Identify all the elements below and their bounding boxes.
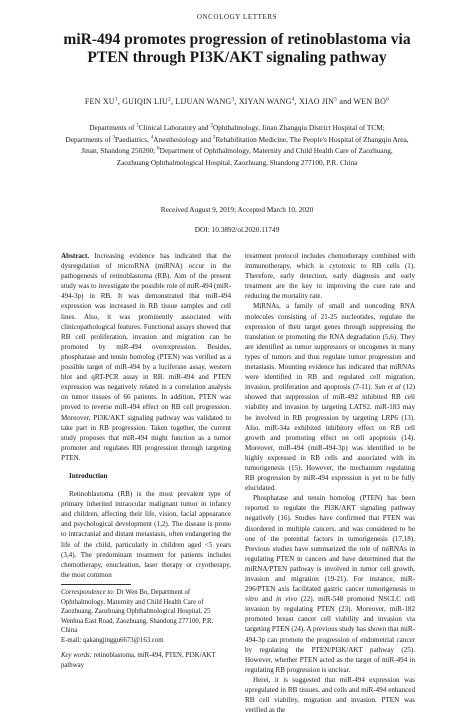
author-list	[0, 97, 474, 106]
author-name: WEN BO	[353, 97, 387, 106]
correspondence-label: Correspondence to:	[61, 588, 115, 596]
author-name: GUIQIN LIU	[122, 97, 168, 106]
footnote-divider	[61, 584, 131, 585]
author-name: XIYAN WANG	[238, 97, 292, 106]
keywords	[61, 651, 231, 670]
author-name: FEN XU	[84, 97, 115, 106]
author-affiliation-marker: 5	[334, 96, 338, 103]
author-affiliation-marker: 1	[114, 96, 118, 103]
author-affiliation-marker: 6	[386, 96, 390, 103]
author-affiliation-marker: 2	[167, 96, 171, 103]
left-column	[61, 251, 231, 671]
journal-header: ONCOLOGY LETTERS	[196, 13, 278, 21]
keywords-text: retinoblastoma, miR-494, PTEN, PI3K/AKT pathway	[61, 652, 216, 670]
title-line-2: PTEN through PI3K/AKT signaling pathway	[87, 49, 387, 66]
author-and: and	[337, 97, 354, 106]
right-paragraph-2: MiRNAs, a family of small and noncoding RNA molecules consisting of 21-25 nucleotides, regulate the expression of their target genes through suppressing the translation or promoting the RNA degradation (5,6). They are identified as tumor suppressors or oncogenes in many types of tumors and thus regulate tumor progression and metastasis. Mounting evidence has indicated that miRNAs were identified in RB and regulated cell migration, invasion, proliferation and apoptosis (7-11). Sun et al (12) showed that suppression of miR-492 inhibited RB cell viability and invasion by targeting LATS2. miR-183 may be involved in RB progression by targeting LRP6 (13). Also, miR-34a exhibited inhibitory effect on RB cell growth and promoting effect on cell apoptosis (14). Moreover, miR-494 (miR-494-3p) was identified to be highly expressed in RB cells and associated with its tumorigenesis (15). However, the mechanism regulating RB progression by miR-494 expression is yet to be fully elucidated.	[245, 302, 416, 493]
right-paragraph-4: Herei, it is suggested that miR-494 expression was upregulated in RB tissues, and cells and miR-494 enhanced RB cell viability, migration and invasion. PTEN was verified as the	[245, 675, 415, 715]
intro-paragraph: Retinoblastoma (RB) is the most prevalent type of primary inherited intraocular malignant tumor in infancy and children, affecting their life, vision, facial appearance and psychological development (1,2). The disease is prone to intracranial and distant metastasis, often endangering the life of the child, particularly in children aged <5 years (3,4). The predominant treatment for patients includes chemotherapy, enucleation, laser therapy or cryotherapy, the most common	[61, 490, 231, 579]
right-column	[245, 251, 415, 715]
abstract	[61, 251, 231, 463]
author-affiliation-marker: 3	[231, 96, 235, 103]
author-separator: ,	[234, 97, 239, 106]
correspondence	[61, 588, 231, 636]
doi-link[interactable]: DOI: 10.3892/ol.2020.11749	[194, 225, 280, 234]
right-paragraph-3: Phosphatase and tensin homolog (PTEN) has been reported to regulate the PI3K/AKT signaling pathway negatively (16). Studies have confirmed that PTEN was disordered in multiple cancers, and was considered to be one of the potential factors in tumorigenesis (17,18). Previous studies have summarized the role of miRNAs in regulating PTEN in cancers and have determined that the miRNA/PTEN pathway is involved in tumor cell growth, invasion and migration (19-21). For instance, miR-296/PTEN axis facilitated gastric cancer tumorigenesis in vitro and in vivo (22). miR-548 promoted NSCLC cell invasion by regulating PTEN (23). Moreover, miR-182 promoted breast cancer cell viability and invasion via targeting PTEN (24). A previous study has shown that miR-494-3p can promote the progression of endometrial cancer by regulating the PTEN/PI3K/AKT pathway (25). However, whether PTEN acted as the target of miR-494 in regulating RB progression is unclear.	[245, 494, 415, 674]
title-line-1: miR-494 promotes progression of retinoblastoma via	[63, 31, 411, 48]
author-separator: ,	[117, 97, 123, 106]
author-name: XIAO JIN	[298, 97, 335, 106]
affiliations	[20, 122, 454, 168]
right-paragraph-1: treatment protocol includes chemotherapy combined with immunotherapy, which is cytotoxic to RB cells (1). Therefore, early detection, early diagnosis and early treatment are the key to improving the cure rate and reducing the mortality rate.	[245, 252, 415, 301]
intro-heading: Introduction	[69, 471, 108, 480]
correspondence-email[interactable]: E-mail: qakangjinggu6673@163.com	[61, 636, 164, 644]
affiliation-line-3: Jinan, Shandong 250200; $^6$Department of Ophthalmology, Maternity and Child Health Care of Zaozhuang,	[81, 145, 393, 156]
correspondence-text: Dr Wen Bo, Department of Ophthalmology, Maternity and Child Health Care of Zaozhuang, Zaozhuang Ophthalmological Hospital, 25 Wenhua East Road, Zaozhuang, Shandong 277100, P.R. China	[61, 588, 214, 635]
received-accepted-dates: Received August 9, 2019; Accepted March 10, 2020	[160, 205, 314, 214]
author-name: LIJUAN WANG	[175, 97, 232, 106]
author-affiliation-marker: 4	[291, 96, 295, 103]
keywords-label: Key words:	[61, 652, 92, 660]
affiliation-line-4: Zaozhuang Ophthalmological Hospital, Zaozhuang, Shandong 277100, P.R. China	[116, 157, 358, 167]
affiliation-line-1: Departments of $^1$Clinical Laboratory and $^2$Ophthalmology, Jinan Zhangqiu District Hospital of TCM;	[89, 122, 385, 132]
abstract-text: Increasing evidence has indicated that the dysregulation of microRNA (miRNA) occur in the pathogenesis of retinoblastoma (RB). Aim of the present study was to investigate the possible role of miR-494 (miR-494-3p) in RB. It was demonstrated that miR-494 expression was increased in RB tissue samples and cell lines. Also, it was prominently associated with clinicopathological features. Functional assays showed that RB cell proliferation, invasion and migration can be promoted by miR-494 overexpression. Besides, phosphatase and tensin homolog (PTEN) was verified as a possible target of miR-494 by a luciferase assay, western blot and qRT-PCR assay in RB. miR-494 and PTEN expression was negatively related in a correlation analysis on tumor tissues of 66 patients. In addition, PTEN was proved to reverse miR-494 effect on RB cell progression. Moreover, PI3K/AKT signaling pathway was validated to take part in RB progression. Taken together, the current study proposes that miR-494 might function as a tumor promoter and regulates RB progression through targeting PTEN.	[61, 252, 231, 462]
abstract-label: Abstract.	[61, 252, 90, 260]
author-separator: ,	[170, 97, 176, 106]
affiliation-line-2: Departments of $^3$Paediatrics, $^4$Anesthesiology and $^5$Rehabilitation Medicine, The People's Hospital of Zhangqiu Area,	[65, 134, 409, 144]
article-title	[20, 31, 454, 67]
author-separator: ,	[294, 97, 299, 106]
